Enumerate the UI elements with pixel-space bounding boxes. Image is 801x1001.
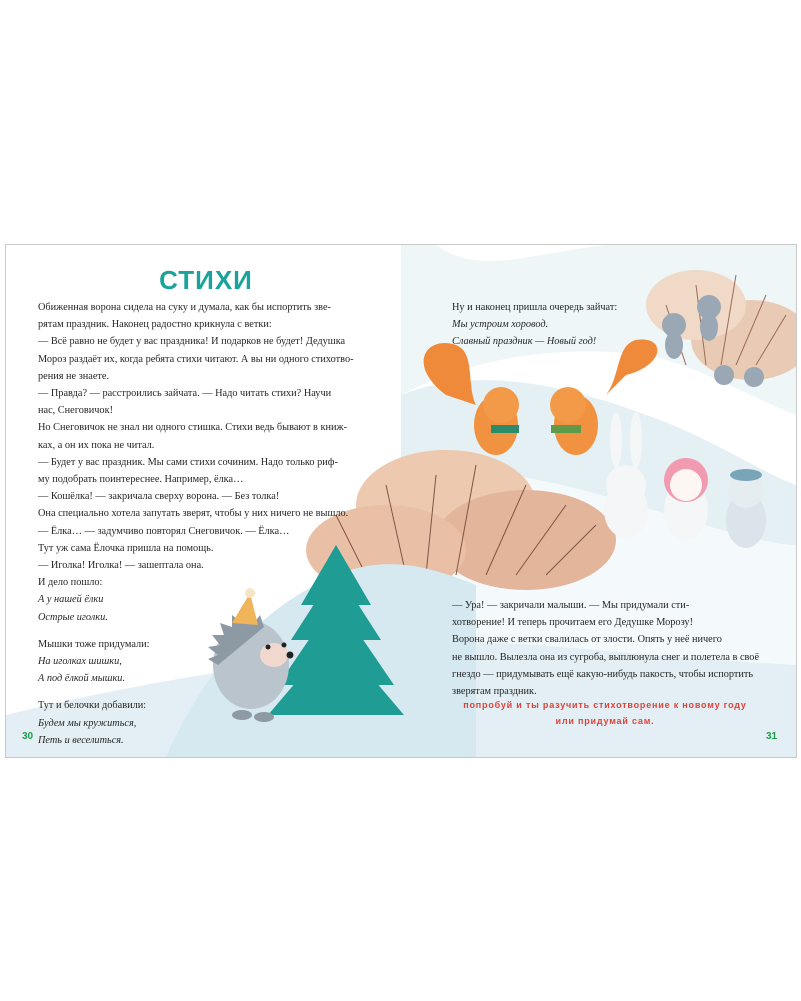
text-line: Тут и белочки добавили: — [38, 700, 147, 712]
text-line: зверятам праздник. — [452, 686, 537, 698]
text-line: — Правда? — расстроились зайчата. — Надо читать стихи? Научи — [38, 388, 332, 400]
page-title: СТИХИ — [159, 265, 253, 295]
cta-line-2: или придумай сам. — [555, 716, 655, 726]
text-line: Будем мы кружиться, — [38, 717, 137, 729]
left-page-text — [38, 299, 388, 749]
text-line: Мы устроим хоровод. — [452, 319, 549, 331]
cta-line-1: попробуй и ты разучить стихотворение к новому году — [463, 700, 747, 710]
text-line — [38, 687, 388, 697]
text-line: Мышки тоже придумали: — [38, 638, 150, 650]
text-line: Ну и наконец пришла очередь зайчат: — [452, 302, 618, 313]
text-line: му подобрать поинтереснее. Например, ёлка… — [38, 474, 244, 486]
text-line: Мороз раздаёт их, когда ребята стихи читают. А вы ни одного стихотво- — [38, 353, 354, 365]
text-line — [38, 626, 388, 636]
text-line: И дело пошло: — [38, 577, 103, 589]
text-line: — Ёлка… — задумчиво повторял Снеговичок. — Ёлка… — [38, 525, 290, 537]
text-line: Ворона даже с ветки свалилась от злости. Опять у неё ничего — [452, 634, 722, 646]
page-number-left: 30 — [22, 731, 34, 742]
text-line: — Ура! — закричали малыши. — Мы придумали сти- — [452, 600, 690, 611]
right-page-bottom-text — [452, 597, 772, 700]
text-line: А под ёлкой мышки. — [38, 673, 126, 685]
text-line: ках, а он их пока не читал. — [38, 439, 155, 451]
text-line: Она специально хотела запутать зверят, чтобы у них ничего не вышло. — [38, 508, 349, 520]
text-line: гнездо — придумывать ещё какую-нибудь пакость, чтобы испортить — [452, 668, 754, 680]
text-line: Тут уж сама Ёлочка пришла на помощь. — [38, 542, 214, 554]
page-number-right: 31 — [766, 731, 778, 742]
text-line: — Всё равно не будет у вас праздника! И подарков не будет! Дедушка — [38, 336, 346, 348]
right-page-top-text — [452, 299, 752, 351]
text-line: На иголках шишки, — [38, 656, 122, 668]
book-spread — [5, 244, 797, 758]
text-line: — Будет у вас праздник. Мы сами стихи сочиним. Надо только риф- — [38, 456, 338, 468]
text-line: не вышло. Вылезла она из сугроба, выплюнула снег и полетела в своё — [452, 651, 760, 663]
call-to-action — [444, 697, 766, 729]
text-line: рения не знаете. — [38, 370, 110, 382]
text-line: хотворение! И теперь прочитаем его Дедушке Морозу! — [452, 617, 694, 629]
text-line: А у нашей ёлки — [38, 594, 104, 606]
text-line: Но Снеговичок не знал ни одного стишка. Стихи ведь бывают в книж- — [38, 422, 348, 434]
text-line: Обиженная ворона сидела на суку и думала, как бы испортить зве- — [38, 302, 331, 313]
text-line: Острые иголки. — [38, 611, 108, 623]
text-line: Славный праздник — Новый год! — [452, 336, 597, 348]
text-line: рятам праздник. Наконец радостно крикнула с ветки: — [38, 319, 272, 331]
text-line: — Иголка! Иголка! — зашептала она. — [38, 560, 204, 572]
text-line: нас, Снеговичок! — [38, 405, 113, 417]
text-line: — Кошёлка! — закричала сверху ворона. — Без толка! — [38, 491, 280, 503]
text-line: Петь и веселиться. — [38, 734, 124, 746]
